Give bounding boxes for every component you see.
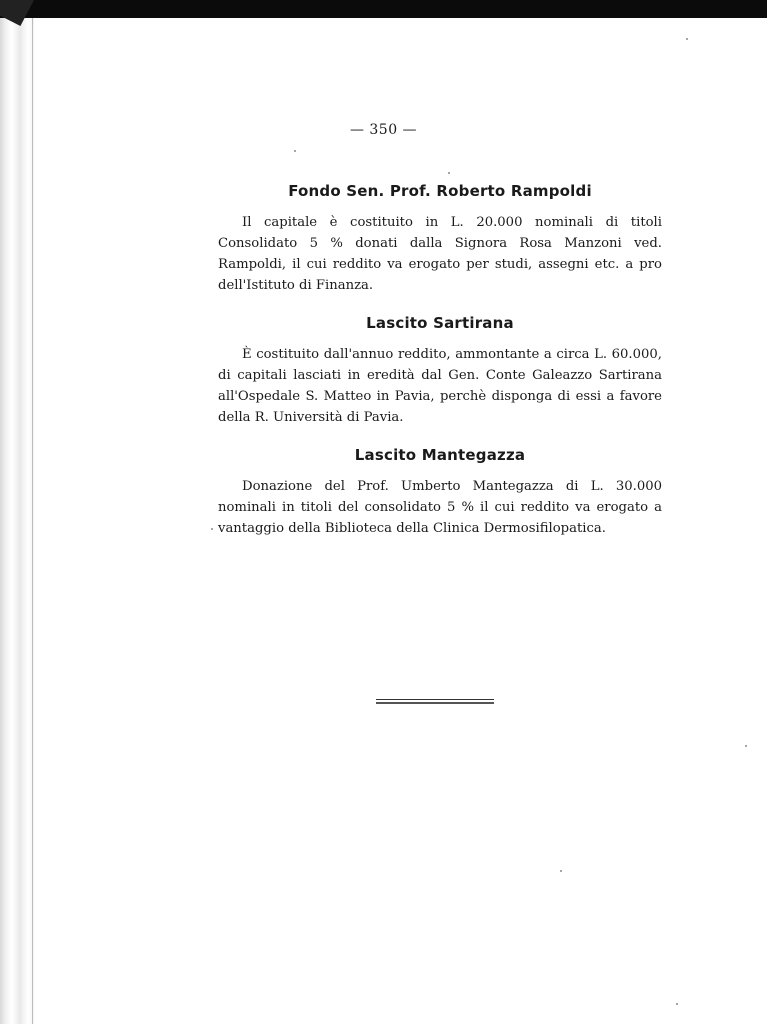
page-number: — 350 — bbox=[349, 122, 418, 138]
scan-speck bbox=[448, 172, 450, 174]
rule-line-top bbox=[376, 699, 494, 700]
closing-double-rule bbox=[376, 699, 494, 704]
scan-speck bbox=[686, 38, 688, 40]
section-heading: Fondo Sen. Prof. Roberto Rampoldi bbox=[288, 182, 592, 200]
scan-speck bbox=[211, 528, 213, 530]
scan-top-border bbox=[0, 0, 767, 18]
section-fondo-rampoldi bbox=[218, 182, 662, 296]
scan-speck bbox=[676, 1003, 678, 1005]
section-heading: Lascito Sartirana bbox=[366, 314, 514, 332]
rule-line-bottom bbox=[376, 702, 494, 704]
section-lascito-mantegazza bbox=[218, 446, 662, 539]
section-paragraph: È costituito dall'annuo reddito, ammontante a circa L. 60.000, di capitali lasciati in eredità dal Gen. Conte Galeazzo Sartirana all'Ospedale S. Matteo in Pavia, perchè disponga di essi a favore della R. Università di Pavia. bbox=[218, 347, 662, 425]
page-content bbox=[218, 182, 662, 557]
page-binding-edge bbox=[0, 0, 34, 1024]
section-paragraph: Il capitale è costituito in L. 20.000 nominali di titoli Consolidato 5 % donati dalla Signora Rosa Manzoni ved. Rampoldi, il cui reddito va erogato per studi, assegni etc. a pro dell'Istituto di Finanza. bbox=[218, 215, 662, 293]
scan-speck bbox=[294, 150, 296, 152]
section-lascito-sartirana bbox=[218, 314, 662, 428]
section-paragraph: Donazione del Prof. Umberto Mantegazza di L. 30.000 nominali in titoli del consolidato 5 % il cui reddito va erogato a vantaggio della Biblioteca della Clinica Dermosifilopatica. bbox=[218, 479, 662, 536]
scan-speck bbox=[745, 745, 747, 747]
scan-speck bbox=[560, 870, 562, 872]
binding-line bbox=[32, 18, 33, 1024]
section-heading: Lascito Mantegazza bbox=[354, 446, 526, 464]
